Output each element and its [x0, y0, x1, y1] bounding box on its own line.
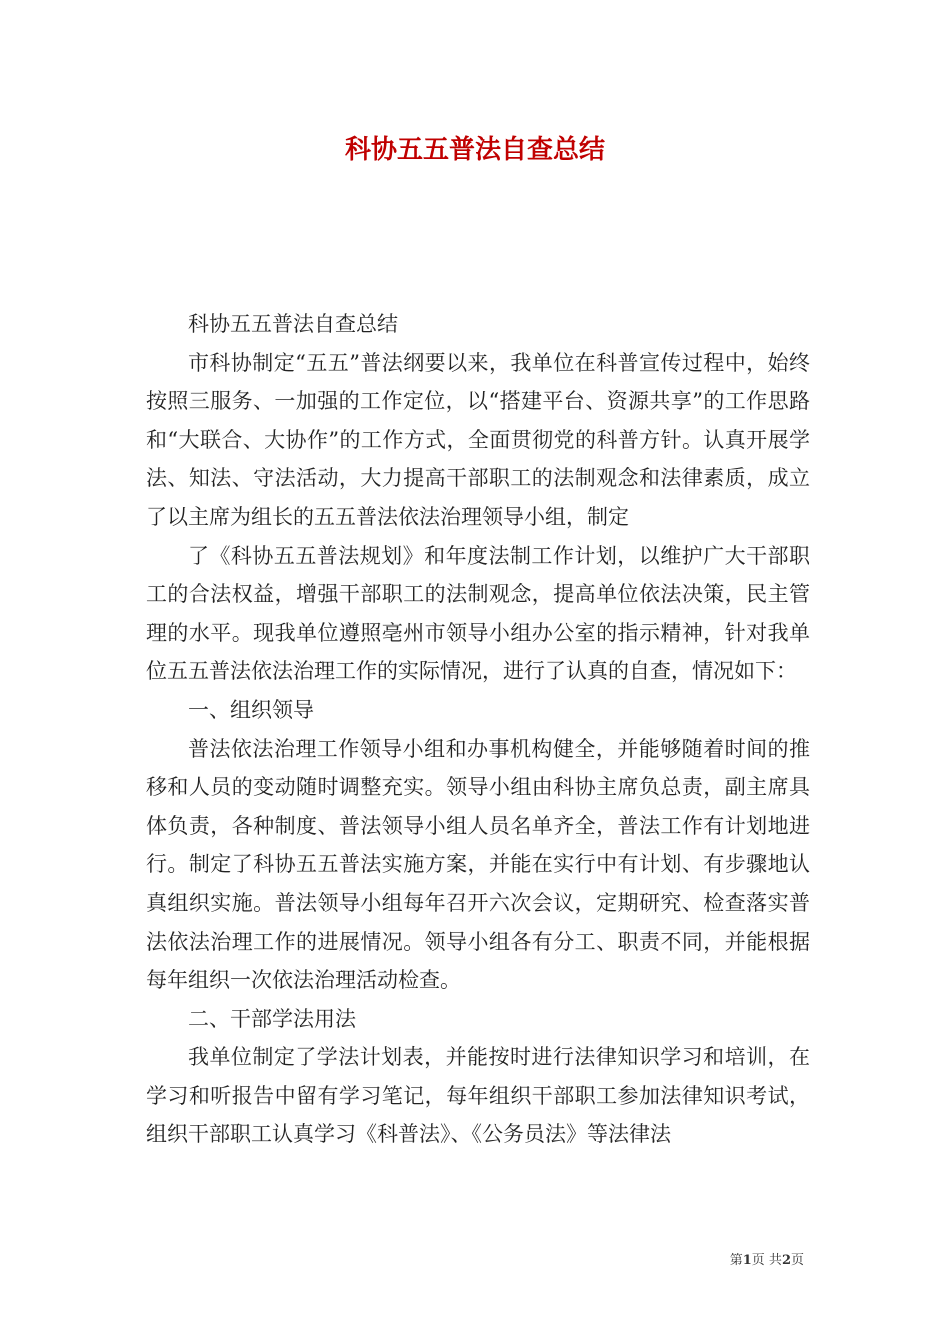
document-title: 科协五五普法自查总结: [344, 135, 605, 165]
paragraph-plan: 了《科协五五普法规划》和年度法制工作计划，以维护广大干部职工的合法权益，增强干部职工的法制观念，提高单位依法决策，民主管理的水平。现我单位遵照亳州市领导小组办公室的指示精神，针对我单位五五普法依法治理工作的实际情况，进行了认真的自查，情况如下：: [146, 543, 810, 684]
document-body: [146, 305, 810, 1154]
footer-suffix: 页: [790, 1253, 804, 1268]
paragraph-intro: 市科协制定“五五”普法纲要以来，我单位在科普宣传过程中，始终按照三服务、一加强的工作定位，以“搭建平台、资源共享”的工作思路和“大联合、大协作”的工作方式，全面贯彻党的科普方针。认真开展学法、知法、守法活动，大力提高干部职工的法制观念和法律素质，成立了以主席为组长的五五普法依法治理领导小组，制定: [146, 350, 810, 529]
body-heading: 科协五五普法自查总结: [188, 312, 398, 336]
section-heading-cadre-study: 二、干部学法用法: [188, 1006, 356, 1031]
section-heading-organization: 一、组织领导: [188, 697, 314, 722]
paragraph-cadre-study: 我单位制定了学法计划表，并能按时进行法律知识学习和培训，在学习和听报告中留有学习笔记，每年组织干部职工参加法律知识考试，组织干部职工认真学习《科普法》、《公务员法》等法律法: [146, 1045, 810, 1147]
total-pages-number: 2: [781, 1253, 791, 1268]
page-footer: [0, 1252, 804, 1270]
footer-middle: 页 共: [751, 1253, 782, 1268]
footer-prefix: 第: [729, 1253, 743, 1268]
current-page-number: 1: [742, 1253, 752, 1268]
paragraph-organization: 普法依法治理工作领导小组和办事机构健全，并能够随着时间的推移和人员的变动随时调整充实。领导小组由科协主席负总责，副主席具体负责，各种制度、普法领导小组人员名单齐全，普法工作有计划地进行。制定了科协五五普法实施方案，并能在实行中有计划、有步骤地认真组织实施。普法领导小组每年召开六次会议，定期研究、检查落实普法依法治理工作的进展情况。领导小组各有分工、职责不同，并能根据每年组织一次依法治理活动检查。: [146, 736, 810, 993]
